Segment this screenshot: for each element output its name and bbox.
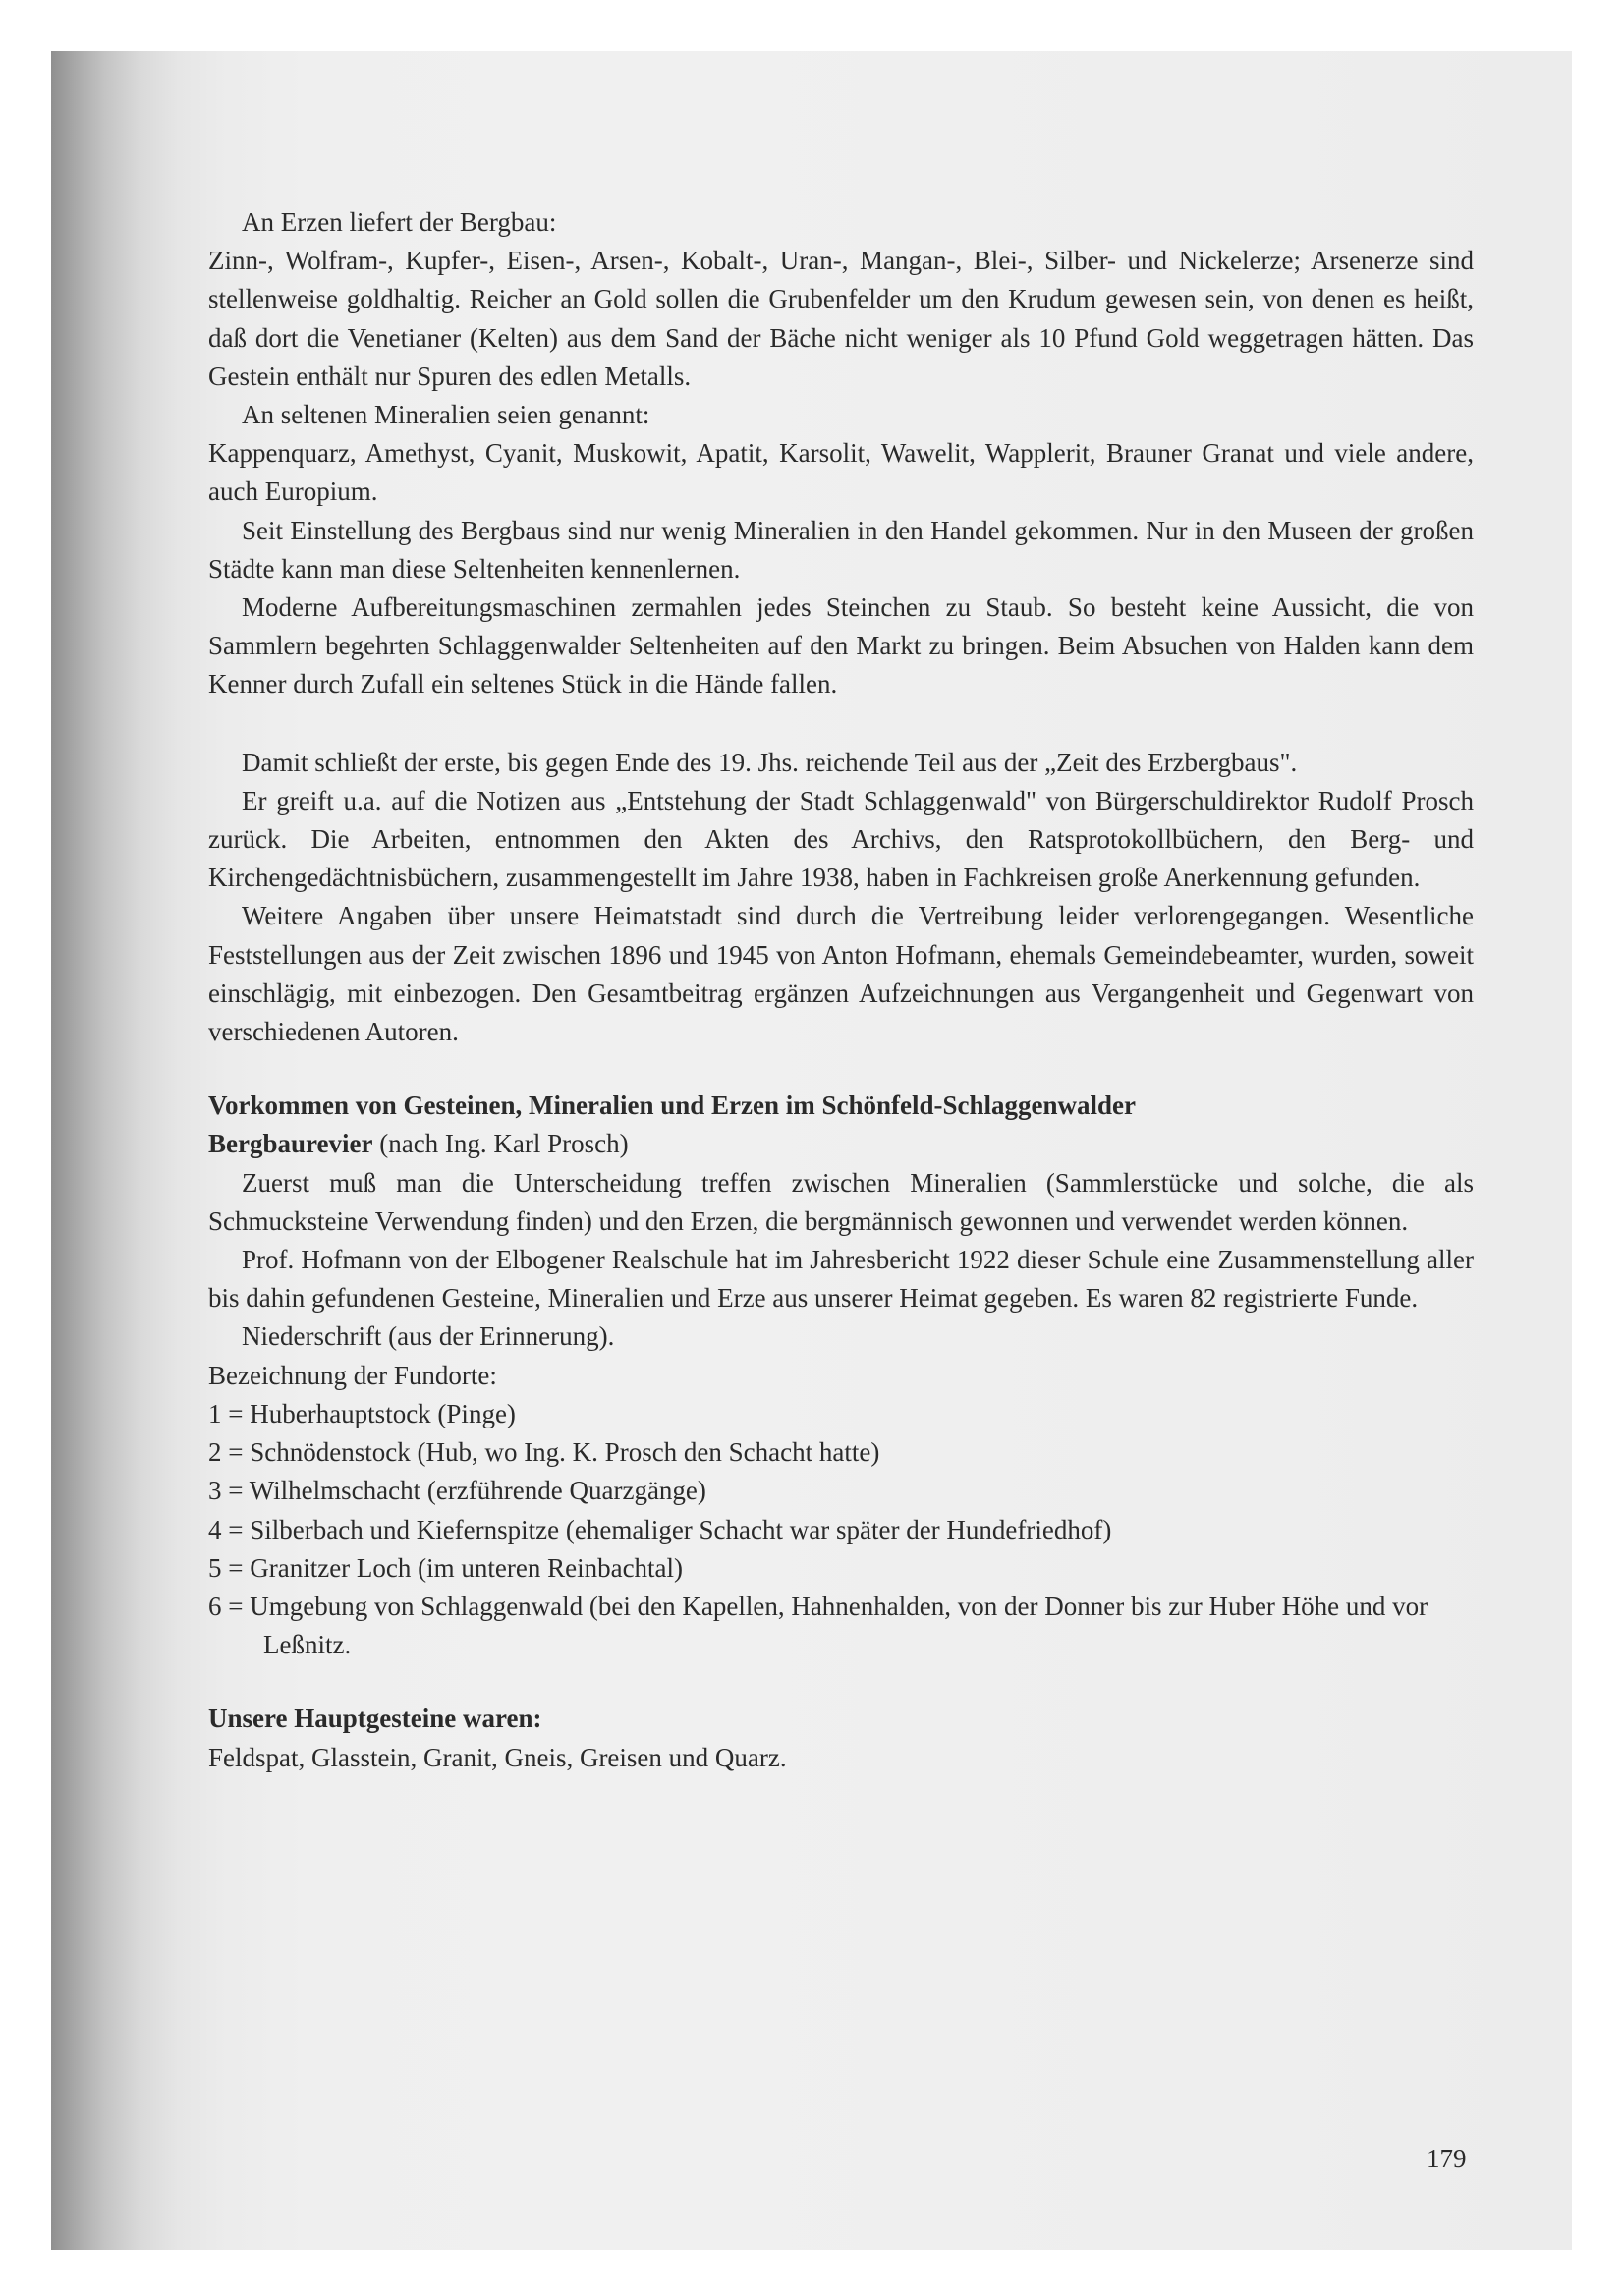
processing-paragraph: Moderne Aufbereitungsmaschinen zermahlen jedes Steinchen zu Staub. So besteht keine Aussicht, die von Sammlern begehrten Schlaggenwalder Seltenheiten auf den Markt zu bringen. Beim Absuchen von Halden kann dem Kenner durch Zufall ein seltenes Stück in die Hände fallen. (208, 592, 1474, 700)
fundort-item: 4 = Silberbach und Kiefernspitze (ehemaliger Schacht war später der Hundefriedhof) (208, 1514, 1112, 1544)
trade-paragraph: Seit Einstellung des Bergbaus sind nur wenig Mineralien in den Handel gekommen. Nur in den Museen der großen Städte kann man diese Seltenheiten kennenlernen. (208, 515, 1474, 584)
fundorte-label: Bezeichnung der Fundorte: (208, 1360, 497, 1390)
additional-info-paragraph: Weitere Angaben über unsere Heimatstadt sind durch die Vertreibung leider verlorengegangen. Wesentliche Feststellungen aus der Zeit zwischen 1896 und 1945 von Anton Hofmann, ehemals Gemeindebeamter, wurden, soweit einschlägig, mit einbezogen. Den Gesamtbeitrag ergänzen Aufzeichnungen aus Vergangenheit und Gegenwart von verschiedenen Autoren. (208, 901, 1474, 1047)
ore-list-paragraph: Zinn-, Wolfram-, Kupfer-, Eisen-, Arsen-, Kobalt-, Uran-, Mangan-, Blei-, Silber- und Nickelerze; Arsenerze sind stellenweise goldhaltig. Reicher an Gold sollen die Grubenfelder um den Krudum gewesen sein, von denen es heißt, daß dort die Venetianer (Kelten) aus dem Sand der Bäche nicht weniger als 10 Pfund Gold weggetragen hätten. Das Gestein enthält nur Spuren des edlen Metalls. (208, 246, 1474, 391)
section-heading-title: Vorkommen von Gesteinen, Mineralien und Erzen im Schönfeld-Schlaggenwalder (208, 1091, 1137, 1121)
fundort-item: 6 = Umgebung von Schlaggenwald (bei den Kapellen, Hahnenhalden, von der Donner bis zur Huber Höhe und vor Leßnitz. (208, 1591, 1428, 1660)
memory-note: Niederschrift (aus der Erinnerung). (242, 1321, 615, 1352)
section-heading-source: (nach Ing. Karl Prosch) (372, 1129, 629, 1159)
closing-paragraph: Damit schließt der erste, bis gegen Ende des 19. Jhs. reichende Teil aus der „Zeit des Erzbergbaus". (242, 747, 1298, 777)
section-heading-title-cont: Bergbaurevier (208, 1129, 373, 1159)
hofmann-paragraph: Prof. Hofmann von der Elbogener Realschule hat im Jahresbericht 1922 dieser Schule eine Zusammenstellung aller bis dahin gefundenen Gesteine, Mineralien und Erze aus unserer Heimat gegeben. Es waren 82 registrierte Funde. (208, 1245, 1474, 1314)
minerals-list-paragraph: Kappenquarz, Amethyst, Cyanit, Muskowit, Apatit, Karsolit, Wawelit, Wapplerit, Brauner Granat und viele andere, auch Europium. (208, 438, 1474, 507)
fundort-item: 3 = Wilhelmschacht (erzführende Quarzgänge) (208, 1476, 706, 1506)
fundort-item: 5 = Granitzer Loch (im unteren Reinbachtal) (208, 1552, 684, 1583)
scanned-page (51, 51, 1572, 2250)
fundort-item: 1 = Huberhauptstock (Pinge) (208, 1398, 516, 1428)
page-number: 179 (1427, 2144, 1467, 2173)
distinction-paragraph: Zuerst muß man die Unterscheidung treffen zwischen Mineralien (Sammlerstücke und solche, die als Schmucksteine Verwendung finden) und den Erzen, die bergmännisch gewonnen und verwendet werden können. (208, 1167, 1474, 1236)
fundort-item: 2 = Schnödenstock (Hub, wo Ing. K. Prosch den Schacht hatte) (208, 1437, 880, 1468)
rocks-list: Feldspat, Glasstein, Granit, Gneis, Greisen und Quarz. (208, 1742, 787, 1772)
ore-intro: An Erzen liefert der Bergbau: (242, 207, 557, 237)
rocks-heading: Unsere Hauptgesteine waren: (208, 1704, 542, 1734)
page-text (208, 203, 1474, 1777)
minerals-intro: An seltenen Mineralien seien genannt: (242, 400, 650, 430)
sources-paragraph: Er greift u.a. auf die Notizen aus „Entstehung der Stadt Schlaggenwald" von Bürgerschuldirektor Rudolf Prosch zurück. Die Arbeiten, entnommen den Akten des Archivs, den Ratsprotokollbüchern, den Berg- und Kirchengedächtnisbüchern, zusammengestellt im Jahre 1938, haben in Fachkreisen große Anerkennung gefunden. (208, 785, 1474, 893)
section-heading (208, 1087, 1474, 1163)
